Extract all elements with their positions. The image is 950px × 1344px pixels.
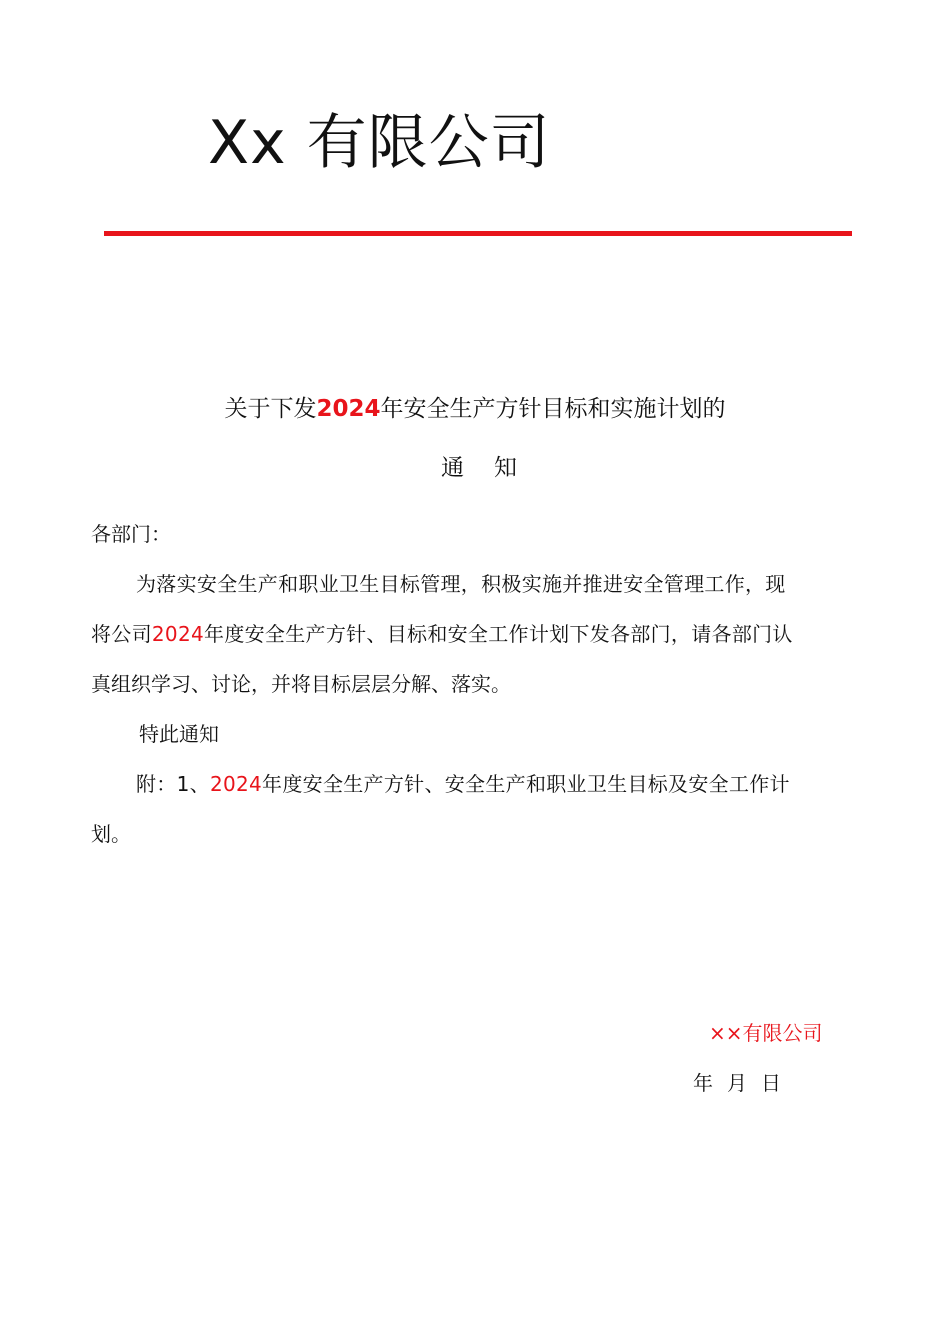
letterhead-company-name: Xx 有限公司 [208,108,551,178]
document-title-notice [441,451,517,485]
p2-year: 2024 [151,622,205,646]
attachment-line-2: 划。 [91,822,131,846]
salutation: 各部门： [91,522,171,546]
attach-post: 年度安全生产方针、安全生产和职业卫生目标及安全工作计 [262,772,790,796]
p2-post: 年度安全生产方针、目标和安全工作计划下发各部门，请各部门认 [204,622,793,646]
signature-date [693,1068,781,1098]
signature-company: ××有限公司 [709,1021,823,1045]
title-notice-char-1: 通 [441,455,464,481]
title-year: 2024 [316,396,381,422]
title-prefix: 关于下发 [224,396,317,422]
title-notice-char-2: 知 [494,455,517,481]
document-title [0,392,950,426]
p2-pre: 将公司 [91,622,152,646]
date-month: 月 [727,1071,747,1095]
attachment-line-1 [136,769,790,799]
title-suffix: 年安全生产方针目标和实施计划的 [380,396,726,422]
date-year: 年 [693,1071,713,1095]
date-day: 日 [761,1071,781,1095]
attach-pre: 附：1、 [136,772,210,796]
paragraph-line-2 [91,619,793,649]
notice-line: 特此通知 [139,722,219,746]
letterhead-red-rule [104,231,852,236]
attach-year: 2024 [209,772,263,796]
paragraph-line-1: 为落实安全生产和职业卫生目标管理，积极实施并推进安全管理工作，现 [136,572,786,596]
paragraph-line-3: 真组织学习、讨论，并将目标层层分解、落实。 [91,672,511,696]
